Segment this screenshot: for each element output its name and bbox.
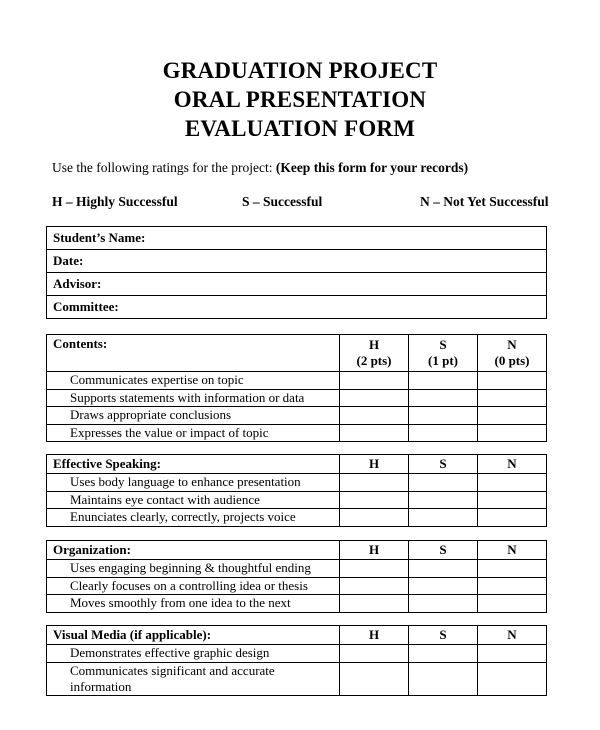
criterion-label: Maintains eye contact with audience bbox=[47, 491, 340, 509]
rating-cell-h[interactable] bbox=[340, 474, 409, 492]
criterion-label: Uses engaging beginning & thoughtful ending bbox=[47, 560, 340, 578]
committee-field[interactable]: Committee: bbox=[47, 296, 547, 319]
header-s: S bbox=[409, 626, 478, 645]
rating-cell-n[interactable] bbox=[478, 662, 547, 695]
table-row bbox=[47, 407, 547, 425]
rating-cell-n[interactable] bbox=[478, 560, 547, 578]
criterion-label: Supports statements with information or data bbox=[47, 389, 340, 407]
rating-cell-h[interactable] bbox=[340, 645, 409, 663]
header-s: S bbox=[409, 541, 478, 560]
criterion-label: Moves smoothly from one idea to the next bbox=[47, 595, 340, 613]
table-row bbox=[47, 645, 547, 663]
rating-cell-s[interactable] bbox=[409, 595, 478, 613]
table-row bbox=[47, 595, 547, 613]
rating-cell-s[interactable] bbox=[409, 424, 478, 442]
header-h: H bbox=[340, 626, 409, 645]
legend-successful: S – Successful bbox=[242, 194, 323, 209]
criterion-label: Communicates significant and accurate information bbox=[47, 662, 340, 695]
advisor-field[interactable]: Advisor: bbox=[47, 273, 547, 296]
rating-instructions bbox=[52, 160, 468, 176]
section-label-visual-media: Visual Media (if applicable): bbox=[47, 626, 340, 645]
criterion-label: Clearly focuses on a controlling idea or thesis bbox=[47, 577, 340, 595]
header-h: H bbox=[340, 455, 409, 474]
rating-cell-s[interactable] bbox=[409, 509, 478, 527]
organization-table bbox=[46, 540, 547, 613]
criterion-label: Enunciates clearly, correctly, projects voice bbox=[47, 509, 340, 527]
table-row bbox=[47, 491, 547, 509]
rating-cell-s[interactable] bbox=[409, 389, 478, 407]
contents-table bbox=[46, 334, 547, 442]
speaking-table bbox=[46, 454, 547, 527]
rating-cell-s[interactable] bbox=[409, 474, 478, 492]
rating-cell-n[interactable] bbox=[478, 424, 547, 442]
legend-highly-successful: H – Highly Successful bbox=[52, 194, 178, 209]
header-n: N bbox=[478, 455, 547, 474]
section-label-organization: Organization: bbox=[47, 541, 340, 560]
date-field[interactable]: Date: bbox=[47, 250, 547, 273]
section-label-speaking: Effective Speaking: bbox=[47, 455, 340, 474]
rating-cell-s[interactable] bbox=[409, 407, 478, 425]
rating-cell-h[interactable] bbox=[340, 509, 409, 527]
rating-cell-s[interactable] bbox=[409, 577, 478, 595]
instructions-note: (Keep this form for your records) bbox=[275, 160, 469, 175]
rating-cell-n[interactable] bbox=[478, 645, 547, 663]
rating-cell-h[interactable] bbox=[340, 577, 409, 595]
rating-cell-h[interactable] bbox=[340, 372, 409, 390]
header-n: N (0 pts) bbox=[478, 335, 547, 372]
header-n: N bbox=[478, 541, 547, 560]
criterion-label: Demonstrates effective graphic design bbox=[47, 645, 340, 663]
rating-cell-s[interactable] bbox=[409, 372, 478, 390]
form-title bbox=[0, 56, 600, 143]
table-row bbox=[47, 509, 547, 527]
header-s: S (1 pt) bbox=[409, 335, 478, 372]
rating-cell-s[interactable] bbox=[409, 645, 478, 663]
rating-cell-h[interactable] bbox=[340, 595, 409, 613]
header-s: S bbox=[409, 455, 478, 474]
rating-cell-s[interactable] bbox=[409, 662, 478, 695]
table-row bbox=[47, 662, 547, 695]
rating-cell-n[interactable] bbox=[478, 474, 547, 492]
rating-cell-h[interactable] bbox=[340, 662, 409, 695]
table-row bbox=[47, 474, 547, 492]
rating-cell-h[interactable] bbox=[340, 407, 409, 425]
title-line-2: ORAL PRESENTATION bbox=[173, 87, 427, 112]
rating-cell-n[interactable] bbox=[478, 595, 547, 613]
rating-cell-n[interactable] bbox=[478, 407, 547, 425]
rating-cell-n[interactable] bbox=[478, 577, 547, 595]
legend-not-yet-successful: N – Not Yet Successful bbox=[420, 194, 549, 209]
rating-cell-h[interactable] bbox=[340, 424, 409, 442]
header-h: H bbox=[340, 541, 409, 560]
rating-cell-s[interactable] bbox=[409, 491, 478, 509]
title-line-1: GRADUATION PROJECT bbox=[162, 58, 438, 83]
rating-cell-h[interactable] bbox=[340, 389, 409, 407]
rating-cell-n[interactable] bbox=[478, 389, 547, 407]
rating-cell-n[interactable] bbox=[478, 491, 547, 509]
instructions-text: Use the following ratings for the project: bbox=[52, 160, 273, 175]
criterion-label: Draws appropriate conclusions bbox=[47, 407, 340, 425]
table-row bbox=[47, 424, 547, 442]
rating-cell-n[interactable] bbox=[478, 509, 547, 527]
rating-cell-s[interactable] bbox=[409, 560, 478, 578]
table-row bbox=[47, 389, 547, 407]
rating-cell-h[interactable] bbox=[340, 560, 409, 578]
criterion-label: Uses body language to enhance presentation bbox=[47, 474, 340, 492]
rating-cell-n[interactable] bbox=[478, 372, 547, 390]
student-info-table bbox=[46, 226, 547, 319]
table-row bbox=[47, 560, 547, 578]
section-label-contents: Contents: bbox=[47, 335, 340, 372]
title-line-3: EVALUATION FORM bbox=[184, 116, 416, 141]
student-name-field[interactable]: Student’s Name: bbox=[47, 227, 547, 250]
header-h: H (2 pts) bbox=[340, 335, 409, 372]
visual-media-table bbox=[46, 625, 547, 696]
table-row bbox=[47, 372, 547, 390]
criterion-label: Expresses the value or impact of topic bbox=[47, 424, 340, 442]
table-row bbox=[47, 577, 547, 595]
rating-cell-h[interactable] bbox=[340, 491, 409, 509]
criterion-label: Communicates expertise on topic bbox=[47, 372, 340, 390]
header-n: N bbox=[478, 626, 547, 645]
